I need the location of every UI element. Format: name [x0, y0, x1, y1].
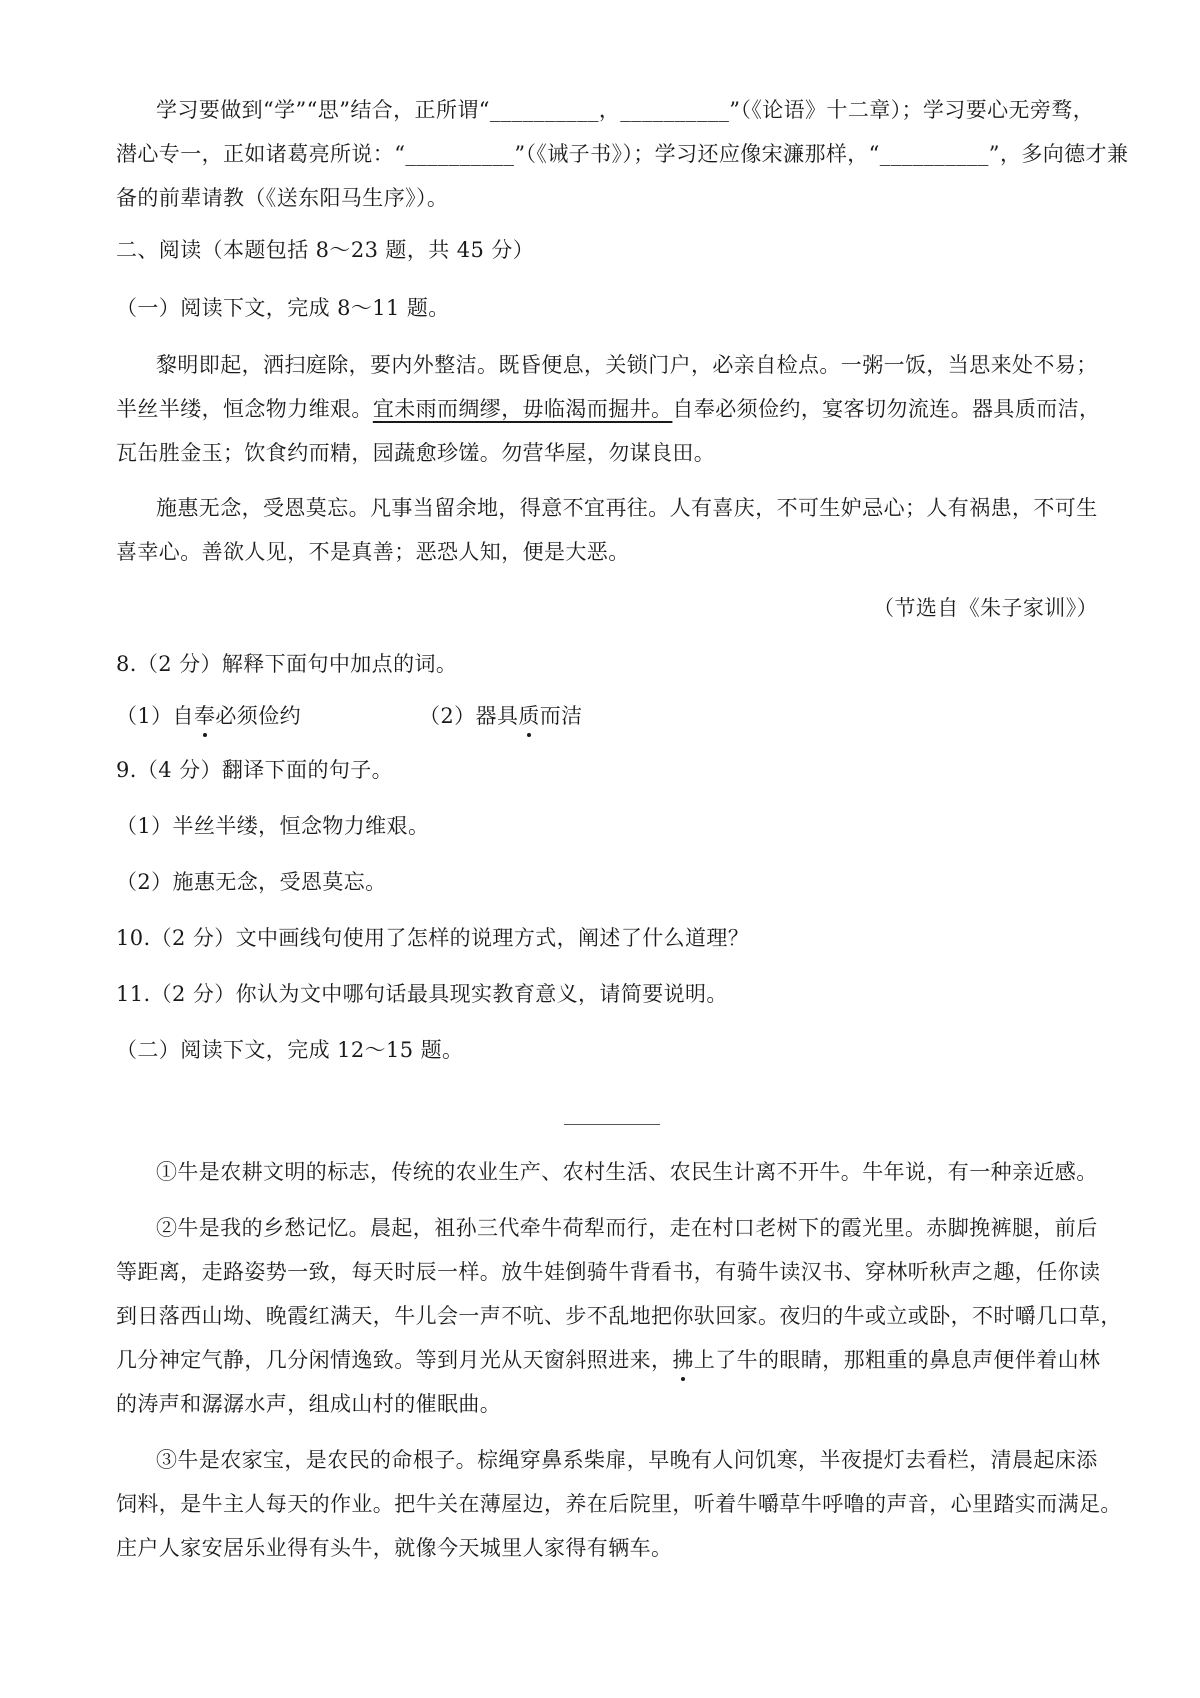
question-11: 11.（2 分）你认为文中哪句话最具现实教育意义，请简要说明。 — [116, 982, 728, 1006]
question-9-item-2: （2）施惠无念，受恩莫忘。 — [116, 870, 387, 894]
question-9-stem: 9.（4 分）翻译下面的句子。 — [116, 758, 394, 782]
intro-line-2: 潜心专一，正如诸葛亮所说：“__________”（《诫子书》）；学习还应像宋濂那样，“__________”，多向德才兼 — [116, 142, 1129, 166]
passage1-p1-line-2b: 自奉必须俭约，宴客切勿流连。器具质而洁， — [672, 397, 1101, 421]
passage1-p1-line-1: 黎明即起，洒扫庭除，要内外整洁。既昏便息，关锁门户，必亲自检点。一粥一饭，当思来处不易； — [156, 353, 1098, 377]
intro-line-3: 备的前辈请教（《送东阳马生序》）。 — [116, 186, 449, 210]
essay-p2-line-4 — [116, 1350, 1100, 1371]
q8-item1-pre: （1）自 — [116, 704, 194, 728]
q8-item2-pre: （2）器具 — [418, 704, 519, 728]
essay-p2-line-2: 等距离，走路姿势一致，每天时辰一样。放牛娃倒骑牛背看书，有骑牛读汉书、穿林听秋声之趣，任你读 — [116, 1260, 1101, 1284]
question-10: 10.（2 分）文中画线句使用了怎样的说理方式，阐述了什么道理？ — [116, 926, 750, 950]
question-9-item-1: （1）半丝半缕，恒念物力维艰。 — [116, 814, 430, 838]
underlined-sentence: 宜未雨而绸缪，毋临渴而掘井。 — [372, 397, 673, 421]
question-8-stem: 8.（2 分）解释下面句中加点的词。 — [116, 652, 458, 676]
essay-dotted-word: 拂 — [672, 1348, 694, 1372]
title-blank-line — [564, 1124, 660, 1125]
essay-p1: ①牛是农耕文明的标志，传统的农业生产、农村生活、农民生计离不开牛。牛年说，有一种亲近感。 — [156, 1160, 1098, 1184]
passage1-p1-line-2a: 半丝半缕，恒念物力维艰。 — [116, 397, 373, 421]
essay-p2-line-4-post: 上了牛的眼睛，那粗重的鼻息声便伴着山林 — [693, 1348, 1101, 1372]
part-2-heading: （二）阅读下文，完成 12～15 题。 — [116, 1038, 464, 1062]
passage1-source: （节选自《朱子家训》） — [873, 596, 1098, 620]
question-8-items — [116, 706, 583, 727]
q8-item2-post: 而洁 — [539, 704, 583, 728]
essay-p3-line-3: 庄户人家安居乐业得有头牛，就像今天城里人家得有辆车。 — [116, 1536, 673, 1560]
essay-p3-line-2: 饲料，是牛主人每天的作业。把牛关在薄屋边，养在后院里，听着牛嚼草牛呼噜的声音，心里踏实而满足。 — [116, 1492, 1122, 1516]
passage1-p2-line-1: 施惠无念，受恩莫忘。凡事当留余地，得意不宜再往。人有喜庆，不可生妒忌心；人有祸患，不可生 — [156, 496, 1098, 520]
essay-p2-line-5: 的涛声和潺潺水声，组成山村的催眠曲。 — [116, 1392, 502, 1416]
intro-line-1: 学习要做到“学”“思”结合，正所谓“__________，__________”（《论语》十二章）；学习要心无旁骛， — [156, 98, 1095, 122]
essay-p3-line-1: ③牛是农家宝，是农民的命根子。棕绳穿鼻系柴扉，早晚有人问饥寒，半夜提灯去看栏，清晨起床添 — [156, 1448, 1098, 1472]
passage1-p2-line-2: 喜幸心。善欲人见，不是真善；恶恐人知，便是大恶。 — [116, 540, 630, 564]
essay-p2-line-3: 到日落西山坳、晚霞红满天，牛儿会一声不吭、步不乱地把你驮回家。夜归的牛或立或卧，不时嚼几口草， — [116, 1304, 1122, 1328]
q8-item1-dotted-word: 奉 — [193, 704, 216, 728]
part-1-heading: （一）阅读下文，完成 8～11 题。 — [116, 296, 450, 320]
essay-p2-line-4-pre: 几分神定气静，几分闲情逸致。等到月光从天窗斜照进来， — [116, 1348, 673, 1372]
essay-p2-line-1: ②牛是我的乡愁记忆。晨起，祖孙三代牵牛荷犁而行，走在村口老树下的霞光里。赤脚挽裤腿，前后 — [156, 1216, 1098, 1240]
section-2-heading: 二、阅读（本题包括 8～23 题，共 45 分） — [116, 238, 535, 262]
q8-item1-post: 必须俭约 — [215, 704, 301, 728]
q8-item2-dotted-word: 质 — [518, 704, 540, 728]
passage1-p1-line-3: 瓦缶胜金玉；饮食约而精，园蔬愈珍馐。勿营华屋，勿谋良田。 — [116, 441, 716, 465]
passage1-p1-line-2 — [116, 399, 1100, 420]
